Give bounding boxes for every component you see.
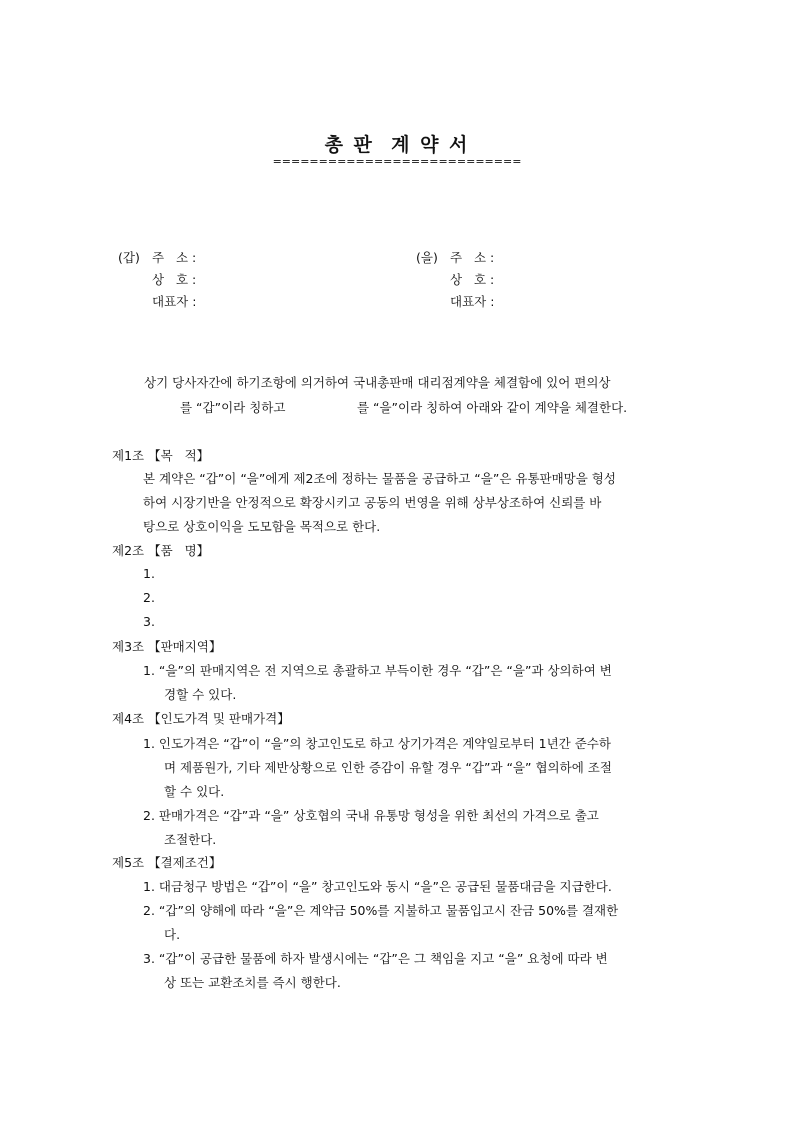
article-4-item-1: 1. 인도가격은 “갑”이 “을”의 창고인도로 하고 상기가격은 계약일로부터 1년간 준수하 xyxy=(143,736,611,751)
article-5-heading: 제5조 【결제조건】 xyxy=(112,855,222,870)
article-3-item-1: 1. “을”의 판매지역은 전 지역으로 총괄하고 부득이한 경우 “갑”은 “을”과 상의하여 변 xyxy=(143,663,612,678)
article-5-item-3: 3. “갑”이 공급한 물품에 하자 발생시에는 “갑”은 그 책임을 지고 “을” 요청에 따라 변 xyxy=(143,951,608,966)
party-a-prefix: (갑) xyxy=(118,250,140,265)
article-2-item: 1. xyxy=(143,566,155,581)
article-1-line: 하여 시장기반을 안정적으로 확장시키고 공동의 번영을 위해 상부상조하여 신뢰를 바 xyxy=(143,495,602,510)
article-2-item: 3. xyxy=(143,614,155,629)
party-a-address-label: 주 소 : xyxy=(152,250,197,265)
article-4-item-2-cont: 조절한다. xyxy=(164,832,217,847)
article-5-item-1: 1. 대금청구 방법은 “갑”이 “을” 창고인도와 동시 “을”은 공급된 물품대금을 지급한다. xyxy=(143,879,612,894)
party-a-name-label: 상 호 : xyxy=(152,272,197,287)
article-5-item-2-cont: 다. xyxy=(164,927,181,942)
article-5-item-2: 2. “갑”의 양해에 따라 “을”은 계약금 50%를 지불하고 물품입고시 잔금 50%를 결재한 xyxy=(143,903,619,918)
article-1-heading: 제1조 【목 적】 xyxy=(112,448,210,463)
intro-line-2: 를 “갑”이라 칭하고 를 “을”이라 칭하여 아래와 같이 계약을 체결한다. xyxy=(180,400,628,415)
party-b-prefix: (을) xyxy=(416,250,438,265)
article-4-item-1-cont: 며 제품원가, 기타 제반상황으로 인한 증감이 유할 경우 “갑”과 “을” 협의하에 조절 xyxy=(164,760,612,775)
article-4-item-2: 2. 판매가격은 “갑”과 “을” 상호협의 국내 유통망 형성을 위한 최선의 가격으로 출고 xyxy=(143,808,599,823)
article-4-item-1-cont: 할 수 있다. xyxy=(164,784,225,799)
article-5-item-3-cont: 상 또는 교환조치를 즉시 행한다. xyxy=(164,975,341,990)
intro-line-1: 상기 당사자간에 하기조항에 의거하여 국내총판매 대리점계약을 체결함에 있어 편의상 xyxy=(144,375,611,390)
article-3-heading: 제3조 【판매지역】 xyxy=(112,639,222,654)
article-2-item: 2. xyxy=(143,590,155,605)
title-underline: =========================== xyxy=(272,155,522,168)
article-1-line: 본 계약은 “갑”이 “을”에게 제2조에 정하는 물품을 공급하고 “을”은 유통판매망을 형성 xyxy=(143,471,616,486)
article-4-heading: 제4조 【인도가격 및 판매가격】 xyxy=(112,711,290,726)
party-b-name-label: 상 호 : xyxy=(450,272,495,287)
document-title: 총 판 계 약 서 xyxy=(324,134,470,156)
party-b-rep-label: 대표자 : xyxy=(450,294,495,309)
party-b-address-label: 주 소 : xyxy=(450,250,495,265)
article-3-item-1-cont: 경할 수 있다. xyxy=(164,687,237,702)
party-a-rep-label: 대표자 : xyxy=(152,294,197,309)
article-2-heading: 제2조 【품 명】 xyxy=(112,543,210,558)
article-1-line: 탕으로 상호이익을 도모함을 목적으로 한다. xyxy=(143,519,381,534)
